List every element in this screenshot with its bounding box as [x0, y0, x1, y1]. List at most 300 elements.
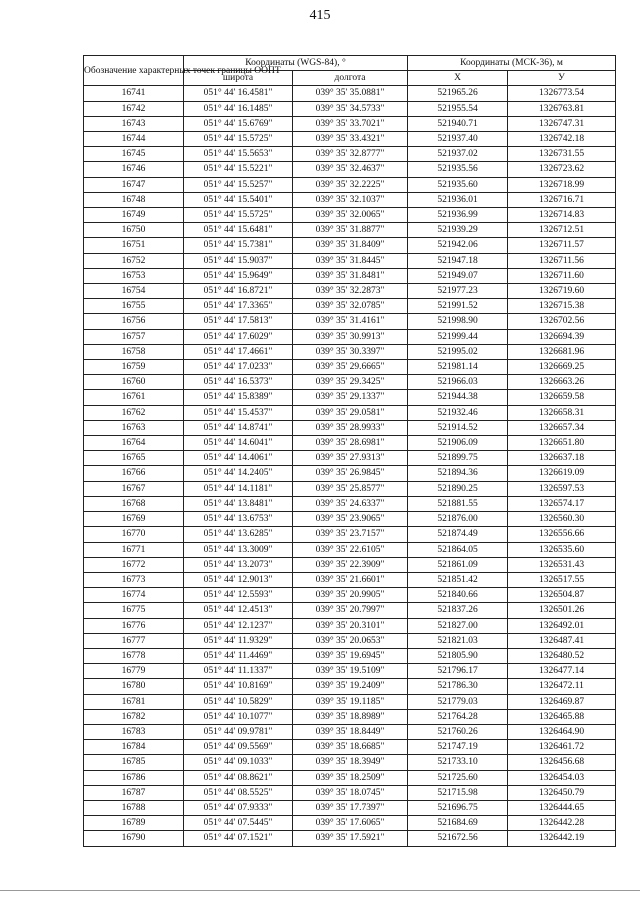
cell-point-id: 16780 [84, 679, 184, 694]
cell-longitude: 039° 35' 33.7021" [293, 116, 408, 131]
cell-longitude: 039° 35' 32.4637" [293, 162, 408, 177]
table-row [84, 238, 616, 253]
cell-latitude: 051° 44' 15.5221" [184, 162, 293, 177]
cell-x: 521940.71 [408, 116, 508, 131]
cell-point-id: 16747 [84, 177, 184, 192]
table-row [84, 679, 616, 694]
cell-x: 521906.09 [408, 436, 508, 451]
cell-longitude: 039° 35' 18.0745" [293, 785, 408, 800]
cell-longitude: 039° 35' 31.8481" [293, 268, 408, 283]
header-x: X [408, 71, 508, 86]
table-row [84, 344, 616, 359]
cell-point-id: 16787 [84, 785, 184, 800]
cell-point-id: 16752 [84, 253, 184, 268]
cell-x: 521725.60 [408, 770, 508, 785]
cell-longitude: 039° 35' 28.6981" [293, 436, 408, 451]
table-row [84, 177, 616, 192]
table-row [84, 208, 616, 223]
cell-longitude: 039° 35' 27.9313" [293, 451, 408, 466]
table-row [84, 542, 616, 557]
cell-latitude: 051° 44' 07.9333" [184, 800, 293, 815]
cell-longitude: 039° 35' 17.6065" [293, 816, 408, 831]
cell-longitude: 039° 35' 19.1185" [293, 694, 408, 709]
cell-x: 521827.00 [408, 618, 508, 633]
cell-y: 1326574.17 [508, 496, 616, 511]
cell-point-id: 16742 [84, 101, 184, 116]
cell-y: 1326517.55 [508, 572, 616, 587]
cell-x: 521899.75 [408, 451, 508, 466]
table-row [84, 268, 616, 283]
cell-longitude: 039° 35' 29.6665" [293, 360, 408, 375]
table-row [84, 512, 616, 527]
cell-latitude: 051° 44' 13.6285" [184, 527, 293, 542]
table-row [84, 314, 616, 329]
cell-longitude: 039° 35' 33.4321" [293, 132, 408, 147]
table-row [84, 420, 616, 435]
cell-x: 521944.38 [408, 390, 508, 405]
cell-x: 521747.19 [408, 740, 508, 755]
table-row [84, 831, 616, 846]
header-y: У [508, 71, 616, 86]
table-row [84, 116, 616, 131]
cell-point-id: 16753 [84, 268, 184, 283]
cell-longitude: 039° 35' 20.3101" [293, 618, 408, 633]
cell-point-id: 16751 [84, 238, 184, 253]
table-row [84, 192, 616, 207]
cell-longitude: 039° 35' 29.0581" [293, 405, 408, 420]
cell-x: 521851.42 [408, 572, 508, 587]
cell-point-id: 16756 [84, 314, 184, 329]
cell-point-id: 16769 [84, 512, 184, 527]
cell-longitude: 039° 35' 17.5921" [293, 831, 408, 846]
cell-point-id: 16771 [84, 542, 184, 557]
cell-x: 521786.30 [408, 679, 508, 694]
cell-y: 1326480.52 [508, 648, 616, 663]
cell-y: 1326477.14 [508, 664, 616, 679]
cell-latitude: 051° 44' 14.8741" [184, 420, 293, 435]
cell-point-id: 16743 [84, 116, 184, 131]
cell-y: 1326712.51 [508, 223, 616, 238]
cell-point-id: 16774 [84, 588, 184, 603]
table-row [84, 740, 616, 755]
table-row [84, 299, 616, 314]
cell-point-id: 16758 [84, 344, 184, 359]
cell-point-id: 16757 [84, 329, 184, 344]
cell-point-id: 16777 [84, 633, 184, 648]
page-number: 415 [309, 8, 331, 23]
table-row [84, 770, 616, 785]
cell-longitude: 039° 35' 18.8449" [293, 724, 408, 739]
cell-point-id: 16775 [84, 603, 184, 618]
cell-x: 521864.05 [408, 542, 508, 557]
cell-latitude: 051° 44' 12.9013" [184, 572, 293, 587]
cell-point-id: 16767 [84, 481, 184, 496]
cell-latitude: 051° 44' 15.5401" [184, 192, 293, 207]
table-row [84, 162, 616, 177]
header-point-designation: Обозначение характерных точек границы ООПТ [84, 56, 184, 86]
cell-y: 1326747.31 [508, 116, 616, 131]
cell-point-id: 16745 [84, 147, 184, 162]
cell-x: 521733.10 [408, 755, 508, 770]
header-wgs84-coordinates: Координаты (WGS-84), ° [184, 56, 408, 71]
cell-y: 1326504.87 [508, 588, 616, 603]
table-row [84, 588, 616, 603]
cell-y: 1326651.80 [508, 436, 616, 451]
cell-x: 521779.03 [408, 694, 508, 709]
cell-x: 521715.98 [408, 785, 508, 800]
cell-longitude: 039° 35' 17.7397" [293, 800, 408, 815]
cell-latitude: 051° 44' 09.9781" [184, 724, 293, 739]
cell-x: 521821.03 [408, 633, 508, 648]
cell-y: 1326442.28 [508, 816, 616, 831]
table-row [84, 466, 616, 481]
cell-point-id: 16759 [84, 360, 184, 375]
table-row [84, 405, 616, 420]
cell-longitude: 039° 35' 30.9913" [293, 329, 408, 344]
cell-y: 1326714.83 [508, 208, 616, 223]
cell-latitude: 051° 44' 17.4661" [184, 344, 293, 359]
cell-point-id: 16761 [84, 390, 184, 405]
cell-x: 521932.46 [408, 405, 508, 420]
cell-latitude: 051° 44' 17.3365" [184, 299, 293, 314]
cell-latitude: 051° 44' 13.8481" [184, 496, 293, 511]
cell-point-id: 16764 [84, 436, 184, 451]
cell-longitude: 039° 35' 19.2409" [293, 679, 408, 694]
cell-y: 1326444.65 [508, 800, 616, 815]
cell-y: 1326723.62 [508, 162, 616, 177]
cell-x: 521760.26 [408, 724, 508, 739]
cell-latitude: 051° 44' 13.6753" [184, 512, 293, 527]
cell-x: 521672.56 [408, 831, 508, 846]
cell-longitude: 039° 35' 19.6945" [293, 648, 408, 663]
cell-longitude: 039° 35' 32.8777" [293, 147, 408, 162]
cell-longitude: 039° 35' 31.4161" [293, 314, 408, 329]
cell-y: 1326465.88 [508, 709, 616, 724]
cell-y: 1326597.53 [508, 481, 616, 496]
cell-point-id: 16750 [84, 223, 184, 238]
cell-latitude: 051° 44' 08.5525" [184, 785, 293, 800]
cell-x: 521837.26 [408, 603, 508, 618]
cell-y: 1326711.57 [508, 238, 616, 253]
cell-x: 521936.01 [408, 192, 508, 207]
cell-y: 1326501.26 [508, 603, 616, 618]
cell-x: 521796.17 [408, 664, 508, 679]
table-row [84, 223, 616, 238]
cell-longitude: 039° 35' 18.6685" [293, 740, 408, 755]
cell-x: 521876.00 [408, 512, 508, 527]
bottom-divider [0, 890, 640, 891]
cell-x: 521696.75 [408, 800, 508, 815]
cell-point-id: 16763 [84, 420, 184, 435]
cell-y: 1326535.60 [508, 542, 616, 557]
cell-longitude: 039° 35' 29.1337" [293, 390, 408, 405]
cell-longitude: 039° 35' 29.3425" [293, 375, 408, 390]
coordinates-table [83, 55, 616, 847]
cell-x: 521840.66 [408, 588, 508, 603]
cell-point-id: 16786 [84, 770, 184, 785]
cell-x: 521966.03 [408, 375, 508, 390]
table-row [84, 253, 616, 268]
cell-x: 521942.06 [408, 238, 508, 253]
cell-latitude: 051° 44' 15.5257" [184, 177, 293, 192]
cell-y: 1326442.19 [508, 831, 616, 846]
table-row [84, 101, 616, 116]
cell-y: 1326456.68 [508, 755, 616, 770]
cell-latitude: 051° 44' 17.6029" [184, 329, 293, 344]
cell-y: 1326702.56 [508, 314, 616, 329]
cell-x: 521981.14 [408, 360, 508, 375]
cell-point-id: 16748 [84, 192, 184, 207]
cell-y: 1326763.81 [508, 101, 616, 116]
header-longitude: долгота [293, 71, 408, 86]
cell-y: 1326461.72 [508, 740, 616, 755]
cell-x: 521764.28 [408, 709, 508, 724]
cell-point-id: 16779 [84, 664, 184, 679]
table-row [84, 816, 616, 831]
cell-longitude: 039° 35' 31.8409" [293, 238, 408, 253]
cell-point-id: 16768 [84, 496, 184, 511]
table-row [84, 329, 616, 344]
cell-x: 521947.18 [408, 253, 508, 268]
cell-x: 521881.55 [408, 496, 508, 511]
table-row [84, 436, 616, 451]
cell-longitude: 039° 35' 26.9845" [293, 466, 408, 481]
cell-latitude: 051° 44' 12.4513" [184, 603, 293, 618]
table-row [84, 132, 616, 147]
cell-latitude: 051° 44' 14.1181" [184, 481, 293, 496]
cell-y: 1326659.58 [508, 390, 616, 405]
table-row [84, 572, 616, 587]
cell-longitude: 039° 35' 30.3397" [293, 344, 408, 359]
cell-latitude: 051° 44' 13.2073" [184, 557, 293, 572]
cell-longitude: 039° 35' 24.6337" [293, 496, 408, 511]
cell-longitude: 039° 35' 32.0785" [293, 299, 408, 314]
cell-x: 521861.09 [408, 557, 508, 572]
cell-y: 1326669.25 [508, 360, 616, 375]
cell-y: 1326657.34 [508, 420, 616, 435]
cell-y: 1326637.18 [508, 451, 616, 466]
cell-latitude: 051° 44' 16.5373" [184, 375, 293, 390]
cell-y: 1326694.39 [508, 329, 616, 344]
cell-y: 1326681.96 [508, 344, 616, 359]
cell-x: 521684.69 [408, 816, 508, 831]
cell-x: 521995.02 [408, 344, 508, 359]
table-row [84, 390, 616, 405]
cell-latitude: 051° 44' 14.2405" [184, 466, 293, 481]
cell-x: 521955.54 [408, 101, 508, 116]
table-row [84, 694, 616, 709]
cell-latitude: 051° 44' 15.7381" [184, 238, 293, 253]
cell-x: 521874.49 [408, 527, 508, 542]
cell-point-id: 16749 [84, 208, 184, 223]
cell-x: 521965.26 [408, 86, 508, 101]
cell-y: 1326719.60 [508, 284, 616, 299]
cell-x: 521939.29 [408, 223, 508, 238]
cell-point-id: 16789 [84, 816, 184, 831]
cell-x: 521935.60 [408, 177, 508, 192]
cell-point-id: 16744 [84, 132, 184, 147]
cell-latitude: 051° 44' 10.8169" [184, 679, 293, 694]
cell-point-id: 16741 [84, 86, 184, 101]
cell-point-id: 16790 [84, 831, 184, 846]
cell-longitude: 039° 35' 18.2509" [293, 770, 408, 785]
cell-longitude: 039° 35' 21.6601" [293, 572, 408, 587]
cell-latitude: 051° 44' 15.9649" [184, 268, 293, 283]
cell-y: 1326454.03 [508, 770, 616, 785]
cell-point-id: 16770 [84, 527, 184, 542]
cell-point-id: 16785 [84, 755, 184, 770]
cell-x: 521937.02 [408, 147, 508, 162]
cell-longitude: 039° 35' 32.2873" [293, 284, 408, 299]
table-row [84, 664, 616, 679]
cell-y: 1326742.18 [508, 132, 616, 147]
cell-point-id: 16762 [84, 405, 184, 420]
cell-latitude: 051° 44' 10.5829" [184, 694, 293, 709]
cell-x: 521805.90 [408, 648, 508, 663]
cell-point-id: 16788 [84, 800, 184, 815]
cell-longitude: 039° 35' 20.7997" [293, 603, 408, 618]
table-row [84, 360, 616, 375]
header-latitude: широта [184, 71, 293, 86]
cell-latitude: 051° 44' 07.5445" [184, 816, 293, 831]
cell-latitude: 051° 44' 12.5593" [184, 588, 293, 603]
cell-x: 521937.40 [408, 132, 508, 147]
cell-longitude: 039° 35' 31.8445" [293, 253, 408, 268]
cell-point-id: 16776 [84, 618, 184, 633]
cell-point-id: 16783 [84, 724, 184, 739]
cell-y: 1326716.71 [508, 192, 616, 207]
cell-y: 1326531.43 [508, 557, 616, 572]
table-body [84, 86, 616, 846]
cell-x: 521949.07 [408, 268, 508, 283]
cell-latitude: 051° 44' 11.4469" [184, 648, 293, 663]
cell-point-id: 16746 [84, 162, 184, 177]
cell-y: 1326711.56 [508, 253, 616, 268]
cell-point-id: 16782 [84, 709, 184, 724]
cell-y: 1326718.99 [508, 177, 616, 192]
cell-longitude: 039° 35' 32.1037" [293, 192, 408, 207]
table-row [84, 86, 616, 101]
cell-longitude: 039° 35' 32.0065" [293, 208, 408, 223]
cell-longitude: 039° 35' 28.9933" [293, 420, 408, 435]
cell-longitude: 039° 35' 18.8989" [293, 709, 408, 724]
cell-y: 1326464.90 [508, 724, 616, 739]
cell-x: 521998.90 [408, 314, 508, 329]
cell-longitude: 039° 35' 35.0881" [293, 86, 408, 101]
cell-point-id: 16772 [84, 557, 184, 572]
table-row [84, 618, 616, 633]
cell-longitude: 039° 35' 19.5109" [293, 664, 408, 679]
table-row [84, 496, 616, 511]
cell-latitude: 051° 44' 12.1237" [184, 618, 293, 633]
cell-y: 1326560.30 [508, 512, 616, 527]
cell-longitude: 039° 35' 34.5733" [293, 101, 408, 116]
cell-point-id: 16760 [84, 375, 184, 390]
cell-latitude: 051° 44' 15.5725" [184, 132, 293, 147]
cell-longitude: 039° 35' 20.0653" [293, 633, 408, 648]
table-row [84, 633, 616, 648]
cell-latitude: 051° 44' 09.5569" [184, 740, 293, 755]
cell-x: 521914.52 [408, 420, 508, 435]
cell-latitude: 051° 44' 15.6481" [184, 223, 293, 238]
cell-latitude: 051° 44' 11.9329" [184, 633, 293, 648]
cell-point-id: 16754 [84, 284, 184, 299]
table-row [84, 785, 616, 800]
cell-latitude: 051° 44' 07.1521" [184, 831, 293, 846]
table-row [84, 709, 616, 724]
cell-point-id: 16784 [84, 740, 184, 755]
cell-latitude: 051° 44' 15.5725" [184, 208, 293, 223]
cell-latitude: 051° 44' 11.1337" [184, 664, 293, 679]
table-row [84, 527, 616, 542]
cell-longitude: 039° 35' 22.6105" [293, 542, 408, 557]
cell-point-id: 16765 [84, 451, 184, 466]
cell-longitude: 039° 35' 23.9065" [293, 512, 408, 527]
cell-latitude: 051° 44' 15.4537" [184, 405, 293, 420]
cell-longitude: 039° 35' 18.3949" [293, 755, 408, 770]
cell-latitude: 051° 44' 15.5653" [184, 147, 293, 162]
cell-y: 1326658.31 [508, 405, 616, 420]
cell-longitude: 039° 35' 31.8877" [293, 223, 408, 238]
cell-latitude: 051° 44' 14.6041" [184, 436, 293, 451]
cell-y: 1326492.01 [508, 618, 616, 633]
cell-x: 521936.99 [408, 208, 508, 223]
cell-y: 1326472.11 [508, 679, 616, 694]
table-row [84, 451, 616, 466]
header-msk36-coordinates: Координаты (МСК-36), м [408, 56, 616, 71]
table-row [84, 724, 616, 739]
cell-y: 1326773.54 [508, 86, 616, 101]
table-row [84, 648, 616, 663]
table-row [84, 375, 616, 390]
cell-y: 1326469.87 [508, 694, 616, 709]
table-row [84, 800, 616, 815]
cell-longitude: 039° 35' 32.2225" [293, 177, 408, 192]
cell-x: 521999.44 [408, 329, 508, 344]
cell-latitude: 051° 44' 14.4061" [184, 451, 293, 466]
table-row [84, 557, 616, 572]
table-row [84, 755, 616, 770]
table-row [84, 284, 616, 299]
cell-point-id: 16766 [84, 466, 184, 481]
cell-x: 521977.23 [408, 284, 508, 299]
cell-point-id: 16781 [84, 694, 184, 709]
cell-point-id: 16755 [84, 299, 184, 314]
cell-longitude: 039° 35' 23.7157" [293, 527, 408, 542]
cell-latitude: 051° 44' 16.1485" [184, 101, 293, 116]
cell-point-id: 16778 [84, 648, 184, 663]
cell-point-id: 16773 [84, 572, 184, 587]
cell-latitude: 051° 44' 15.6769" [184, 116, 293, 131]
cell-y: 1326487.41 [508, 633, 616, 648]
cell-y: 1326711.60 [508, 268, 616, 283]
cell-x: 521894.36 [408, 466, 508, 481]
cell-latitude: 051° 44' 09.1033" [184, 755, 293, 770]
table-row [84, 603, 616, 618]
cell-latitude: 051° 44' 16.8721" [184, 284, 293, 299]
cell-x: 521935.56 [408, 162, 508, 177]
cell-y: 1326556.66 [508, 527, 616, 542]
cell-y: 1326450.79 [508, 785, 616, 800]
table-row [84, 481, 616, 496]
cell-latitude: 051° 44' 15.8389" [184, 390, 293, 405]
cell-latitude: 051° 44' 10.1077" [184, 709, 293, 724]
cell-y: 1326731.55 [508, 147, 616, 162]
cell-longitude: 039° 35' 22.3909" [293, 557, 408, 572]
cell-latitude: 051° 44' 16.4581" [184, 86, 293, 101]
cell-x: 521991.52 [408, 299, 508, 314]
cell-longitude: 039° 35' 20.9905" [293, 588, 408, 603]
